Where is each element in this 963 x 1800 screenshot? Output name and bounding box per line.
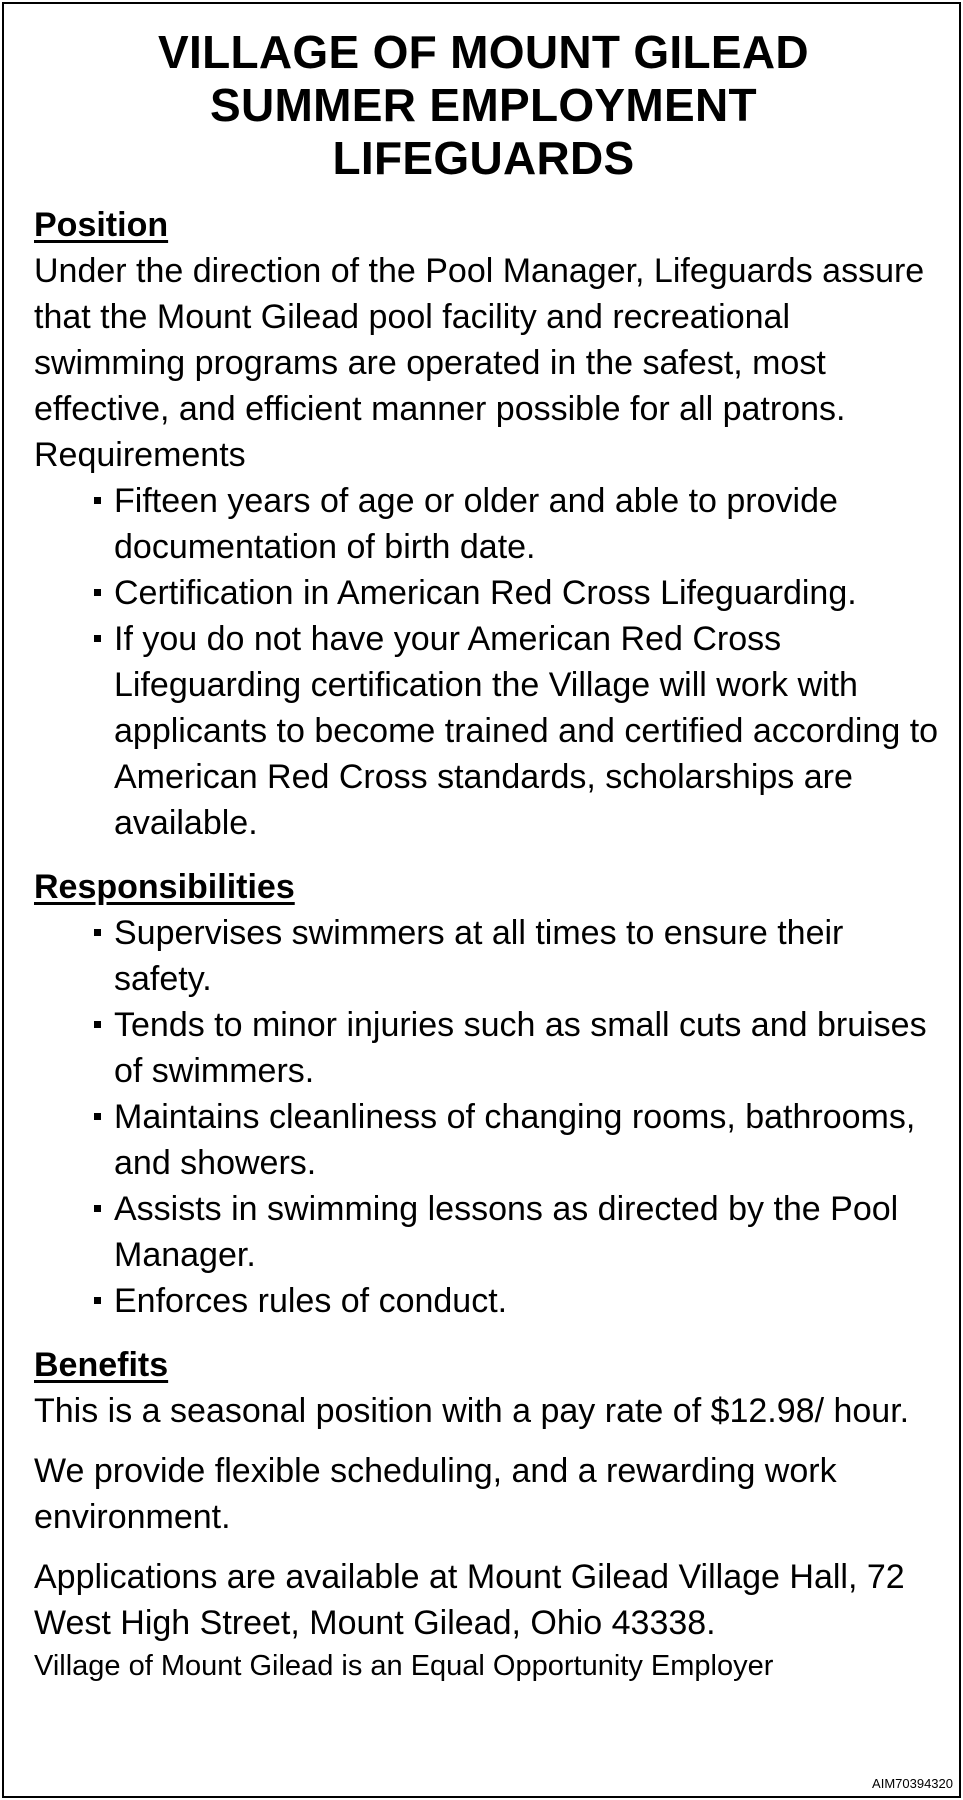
requirement-item bbox=[114, 570, 939, 616]
responsibilities-heading: Responsibilities bbox=[34, 868, 295, 906]
responsibility-item bbox=[114, 1002, 939, 1094]
responsibility-text: Supervises swimmers at all times to ensure their safety. bbox=[114, 914, 844, 998]
title-line-2: SUMMER EMPLOYMENT bbox=[210, 79, 757, 131]
benefits-pay: This is a seasonal position with a pay rate of $12.98/ hour. bbox=[34, 1392, 910, 1430]
ad-id: AIM70394320 bbox=[872, 1776, 953, 1791]
spacer bbox=[34, 846, 939, 864]
responsibility-text: Maintains cleanliness of changing rooms, bathrooms, and showers. bbox=[114, 1098, 916, 1182]
benefits-scheduling: We provide flexible scheduling, and a rewarding work environment. bbox=[34, 1452, 837, 1536]
ad-body bbox=[34, 202, 939, 1684]
responsibilities-list bbox=[34, 910, 939, 1324]
requirement-item bbox=[114, 478, 939, 570]
requirement-text: If you do not have your American Red Cross Lifeguarding certification the Village will work with applicants to become trained and certified according to American Red Cross standards, scholarships are available. bbox=[114, 620, 939, 842]
position-heading: Position bbox=[34, 206, 169, 244]
requirements-label: Requirements bbox=[34, 436, 246, 474]
responsibility-item bbox=[114, 910, 939, 1002]
bullet-square-icon bbox=[94, 497, 101, 504]
title-line-3: LIFEGUARDS bbox=[332, 132, 635, 184]
application-info: Applications are available at Mount Gilead Village Hall, 72 West High Street, Mount Gilead, Ohio 43338. bbox=[34, 1558, 905, 1642]
ad-frame bbox=[2, 2, 961, 1798]
responsibility-text: Assists in swimming lessons as directed by the Pool Manager. bbox=[114, 1190, 899, 1274]
ad-title bbox=[4, 26, 963, 185]
responsibility-text: Tends to minor injuries such as small cuts and bruises of swimmers. bbox=[114, 1006, 927, 1090]
bullet-square-icon bbox=[94, 1297, 101, 1304]
bullet-square-icon bbox=[94, 1021, 101, 1028]
responsibility-text: Enforces rules of conduct. bbox=[114, 1282, 508, 1320]
spacer bbox=[34, 1540, 939, 1554]
equal-opportunity-statement: Village of Mount Gilead is an Equal Opportunity Employer bbox=[34, 1650, 774, 1682]
bullet-square-icon bbox=[94, 1113, 101, 1120]
requirement-text: Fifteen years of age or older and able to provide documentation of birth date. bbox=[114, 482, 838, 566]
benefits-heading: Benefits bbox=[34, 1346, 169, 1384]
bullet-square-icon bbox=[94, 589, 101, 596]
title-line-1: VILLAGE OF MOUNT GILEAD bbox=[158, 26, 809, 78]
requirement-text: Certification in American Red Cross Lifeguarding. bbox=[114, 574, 857, 612]
requirements-list bbox=[34, 478, 939, 846]
responsibility-item bbox=[114, 1278, 939, 1324]
bullet-square-icon bbox=[94, 929, 101, 936]
bullet-square-icon bbox=[94, 635, 101, 642]
bullet-square-icon bbox=[94, 1205, 101, 1212]
responsibility-item bbox=[114, 1186, 939, 1278]
requirement-item bbox=[114, 616, 939, 846]
spacer bbox=[34, 1324, 939, 1342]
position-description: Under the direction of the Pool Manager, Lifeguards assure that the Mount Gilead pool facility and recreational swimming programs are operated in the safest, most effective, and efficient manner possible for all patrons. bbox=[34, 252, 925, 428]
spacer bbox=[34, 1434, 939, 1448]
responsibility-item bbox=[114, 1094, 939, 1186]
